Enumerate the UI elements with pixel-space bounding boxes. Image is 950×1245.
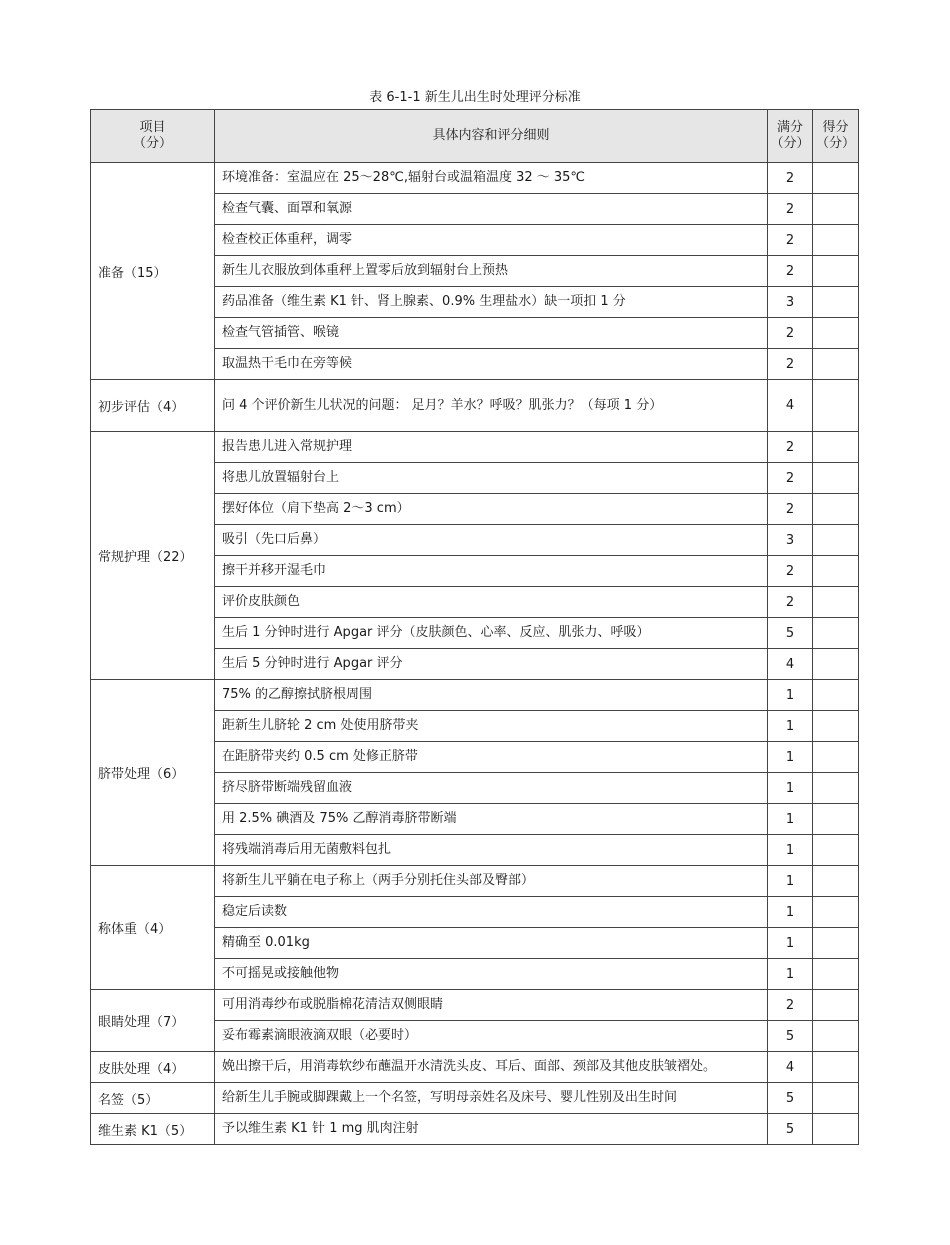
full-score-cell: 1 bbox=[768, 742, 813, 773]
obtained-score-cell[interactable] bbox=[813, 1021, 859, 1052]
obtained-score-cell[interactable] bbox=[813, 194, 859, 225]
obtained-score-cell[interactable] bbox=[813, 618, 859, 649]
criteria-cell: 摆好体位（肩下垫高 2～3 cm） bbox=[215, 494, 768, 525]
header-row bbox=[91, 110, 859, 163]
table-row bbox=[91, 432, 859, 463]
criteria-cell: 取温热干毛巾在旁等候 bbox=[215, 349, 768, 380]
criteria-cell: 药品准备（维生素 K1 针、肾上腺素、0.9% 生理盐水）缺一项扣 1 分 bbox=[215, 287, 768, 318]
full-score-cell: 5 bbox=[768, 1021, 813, 1052]
criteria-cell: 检查校正体重秤，调零 bbox=[215, 225, 768, 256]
table-row bbox=[91, 866, 859, 897]
criteria-cell: 问 4 个评价新生儿状况的问题： 足月？羊水？呼吸？肌张力？（每项 1 分） bbox=[215, 380, 768, 432]
full-score-cell: 2 bbox=[768, 432, 813, 463]
obtained-score-cell[interactable] bbox=[813, 742, 859, 773]
full-score-cell: 4 bbox=[768, 1052, 813, 1083]
criteria-cell: 吸引（先口后鼻） bbox=[215, 525, 768, 556]
section-item-cell: 维生素 K1（5） bbox=[91, 1114, 215, 1145]
criteria-cell: 稳定后读数 bbox=[215, 897, 768, 928]
full-score-cell: 1 bbox=[768, 680, 813, 711]
obtained-score-cell[interactable] bbox=[813, 928, 859, 959]
obtained-score-cell[interactable] bbox=[813, 432, 859, 463]
section-item-cell: 常规护理（22） bbox=[91, 432, 215, 680]
obtained-score-cell[interactable] bbox=[813, 897, 859, 928]
criteria-cell: 娩出擦干后，用消毒软纱布蘸温开水清洗头皮、耳后、面部、颈部及其他皮肤皱褶处。 bbox=[215, 1052, 768, 1083]
obtained-score-cell[interactable] bbox=[813, 587, 859, 618]
obtained-score-cell[interactable] bbox=[813, 773, 859, 804]
obtained-score-cell[interactable] bbox=[813, 287, 859, 318]
obtained-score-cell[interactable] bbox=[813, 494, 859, 525]
full-score-cell: 2 bbox=[768, 194, 813, 225]
obtained-score-cell[interactable] bbox=[813, 1083, 859, 1114]
obtained-score-cell[interactable] bbox=[813, 163, 859, 194]
scoring-table bbox=[90, 109, 859, 1145]
criteria-cell: 将新生儿平躺在电子称上（两手分别托住头部及臀部） bbox=[215, 866, 768, 897]
obtained-score-cell[interactable] bbox=[813, 835, 859, 866]
table-row bbox=[91, 1052, 859, 1083]
criteria-cell: 检查气管插管、喉镜 bbox=[215, 318, 768, 349]
full-score-cell: 2 bbox=[768, 494, 813, 525]
full-score-cell: 2 bbox=[768, 990, 813, 1021]
criteria-cell: 75% 的乙醇擦拭脐根周围 bbox=[215, 680, 768, 711]
criteria-cell: 距新生儿脐轮 2 cm 处使用脐带夹 bbox=[215, 711, 768, 742]
criteria-cell: 将残端消毒后用无菌敷料包扎 bbox=[215, 835, 768, 866]
criteria-cell: 生后 1 分钟时进行 Apgar 评分（皮肤颜色、心率、反应、肌张力、呼吸） bbox=[215, 618, 768, 649]
criteria-cell: 妥布霉素滴眼液滴双眼（必要时） bbox=[215, 1021, 768, 1052]
full-score-cell: 2 bbox=[768, 463, 813, 494]
table-row bbox=[91, 1114, 859, 1145]
full-score-cell: 5 bbox=[768, 1083, 813, 1114]
obtained-score-cell[interactable] bbox=[813, 349, 859, 380]
full-score-cell: 2 bbox=[768, 318, 813, 349]
obtained-score-cell[interactable] bbox=[813, 1114, 859, 1145]
table-row bbox=[91, 380, 859, 432]
table-body bbox=[91, 163, 859, 1145]
obtained-score-cell[interactable] bbox=[813, 959, 859, 990]
criteria-cell: 精确至 0.01kg bbox=[215, 928, 768, 959]
section-item-cell: 准备（15） bbox=[91, 163, 215, 380]
obtained-score-cell[interactable] bbox=[813, 556, 859, 587]
full-score-cell: 2 bbox=[768, 225, 813, 256]
criteria-cell: 报告患儿进入常规护理 bbox=[215, 432, 768, 463]
section-item-cell: 眼睛处理（7） bbox=[91, 990, 215, 1052]
section-item-cell: 初步评估（4） bbox=[91, 380, 215, 432]
full-score-cell: 1 bbox=[768, 711, 813, 742]
criteria-cell: 用 2.5% 碘酒及 75% 乙醇消毒脐带断端 bbox=[215, 804, 768, 835]
criteria-cell: 可用消毒纱布或脱脂棉花清洁双侧眼睛 bbox=[215, 990, 768, 1021]
full-score-cell: 3 bbox=[768, 525, 813, 556]
section-item-cell: 名签（5） bbox=[91, 1083, 215, 1114]
table-row bbox=[91, 680, 859, 711]
full-score-cell: 2 bbox=[768, 163, 813, 194]
full-score-cell: 1 bbox=[768, 928, 813, 959]
obtained-score-cell[interactable] bbox=[813, 1052, 859, 1083]
header-full-score: 满分 （分） bbox=[768, 110, 813, 163]
obtained-score-cell[interactable] bbox=[813, 680, 859, 711]
section-item-cell: 称体重（4） bbox=[91, 866, 215, 990]
table-row bbox=[91, 990, 859, 1021]
obtained-score-cell[interactable] bbox=[813, 866, 859, 897]
obtained-score-cell[interactable] bbox=[813, 256, 859, 287]
full-score-cell: 1 bbox=[768, 804, 813, 835]
full-score-cell: 4 bbox=[768, 380, 813, 432]
header-item: 项目 （分） bbox=[91, 110, 215, 163]
criteria-cell: 评价皮肤颜色 bbox=[215, 587, 768, 618]
obtained-score-cell[interactable] bbox=[813, 990, 859, 1021]
criteria-cell: 给新生儿手腕或脚踝戴上一个名签，写明母亲姓名及床号、婴儿性别及出生时间 bbox=[215, 1083, 768, 1114]
obtained-score-cell[interactable] bbox=[813, 463, 859, 494]
criteria-cell: 予以维生素 K1 针 1 mg 肌肉注射 bbox=[215, 1114, 768, 1145]
obtained-score-cell[interactable] bbox=[813, 804, 859, 835]
section-item-cell: 皮肤处理（4） bbox=[91, 1052, 215, 1083]
criteria-cell: 将患儿放置辐射台上 bbox=[215, 463, 768, 494]
obtained-score-cell[interactable] bbox=[813, 318, 859, 349]
table-row bbox=[91, 1083, 859, 1114]
obtained-score-cell[interactable] bbox=[813, 225, 859, 256]
criteria-cell: 挤尽脐带断端残留血液 bbox=[215, 773, 768, 804]
full-score-cell: 4 bbox=[768, 649, 813, 680]
criteria-cell: 擦干并移开湿毛巾 bbox=[215, 556, 768, 587]
section-item-cell: 脐带处理（6） bbox=[91, 680, 215, 866]
table-caption: 表 6-1-1 新生儿出生时处理评分标准 bbox=[369, 90, 581, 105]
full-score-cell: 5 bbox=[768, 618, 813, 649]
full-score-cell: 3 bbox=[768, 287, 813, 318]
full-score-cell: 1 bbox=[768, 866, 813, 897]
obtained-score-cell[interactable] bbox=[813, 525, 859, 556]
table-row bbox=[91, 163, 859, 194]
full-score-cell: 1 bbox=[768, 773, 813, 804]
obtained-score-cell[interactable] bbox=[813, 711, 859, 742]
criteria-cell: 环境准备：室温应在 25～28℃,辐射台或温箱温度 32 ～ 35℃ bbox=[215, 163, 768, 194]
full-score-cell: 2 bbox=[768, 256, 813, 287]
full-score-cell: 1 bbox=[768, 959, 813, 990]
criteria-cell: 不可摇晃或接触他物 bbox=[215, 959, 768, 990]
full-score-cell: 5 bbox=[768, 1114, 813, 1145]
obtained-score-cell[interactable] bbox=[813, 380, 859, 432]
full-score-cell: 2 bbox=[768, 349, 813, 380]
header-content: 具体内容和评分细则 bbox=[215, 110, 768, 163]
full-score-cell: 2 bbox=[768, 556, 813, 587]
criteria-cell: 在距脐带夹约 0.5 cm 处修正脐带 bbox=[215, 742, 768, 773]
header-obtained-score: 得分 （分） bbox=[813, 110, 859, 163]
full-score-cell: 2 bbox=[768, 587, 813, 618]
criteria-cell: 新生儿衣服放到体重秤上置零后放到辐射台上预热 bbox=[215, 256, 768, 287]
criteria-cell: 生后 5 分钟时进行 Apgar 评分 bbox=[215, 649, 768, 680]
full-score-cell: 1 bbox=[768, 835, 813, 866]
obtained-score-cell[interactable] bbox=[813, 649, 859, 680]
criteria-cell: 检查气囊、面罩和氧源 bbox=[215, 194, 768, 225]
full-score-cell: 1 bbox=[768, 897, 813, 928]
